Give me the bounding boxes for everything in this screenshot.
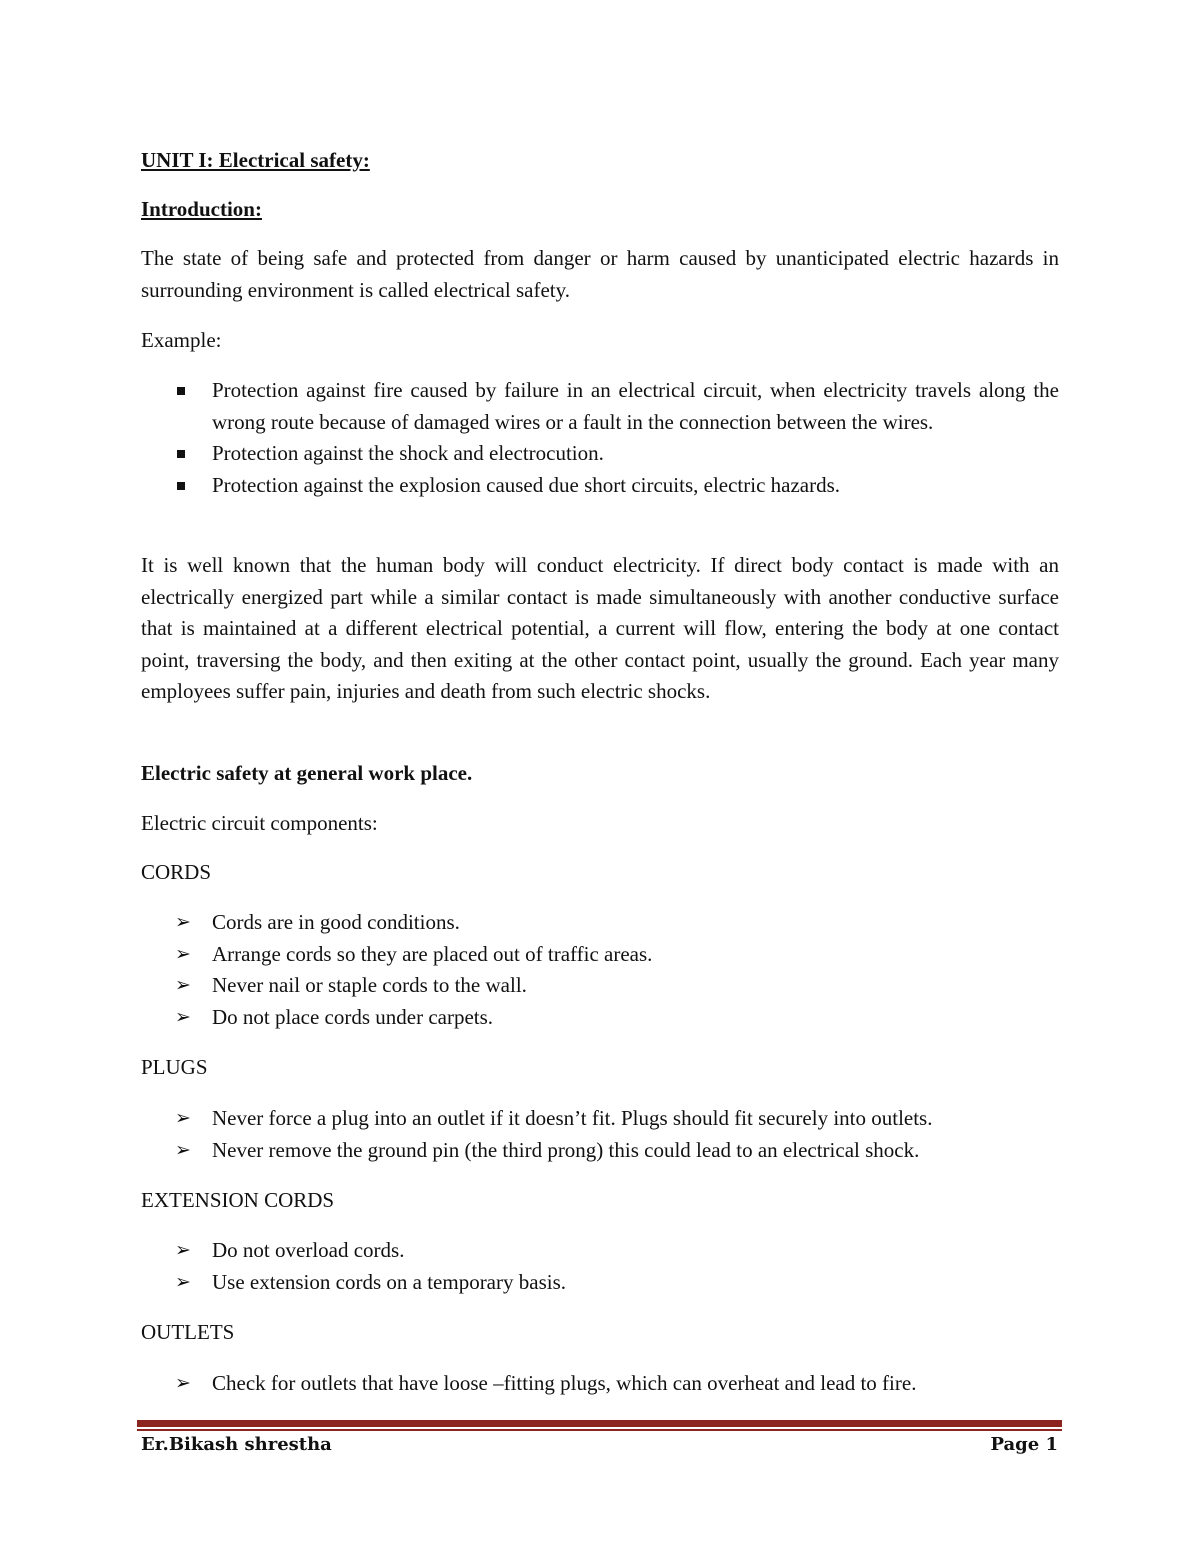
extension-cords-list	[141, 1235, 1059, 1298]
example-label: Example:	[141, 328, 222, 352]
footer-divider-thin	[137, 1429, 1062, 1431]
arrow-bullet-icon: ➢	[175, 1239, 191, 1261]
arrow-bullet-icon: ➢	[175, 1270, 191, 1293]
section-title-extension-cords: EXTENSION CORDS	[141, 1188, 335, 1212]
list-item: ➢ Use extension cords on a temporary basis.	[141, 1267, 1059, 1299]
intro-paragraph: The state of being safe and protected from danger or harm caused by unanticipated electric hazards in surrounding environment is called electrical safety.	[141, 246, 1059, 302]
cords-list	[141, 907, 1059, 1033]
section-title-outlets: OUTLETS	[141, 1320, 235, 1344]
list-item: ➢ Never force a plug into an outlet if it doesn’t fit. Plugs should fit securely into outlets.	[141, 1103, 1059, 1135]
example-bullet-list	[141, 375, 1059, 501]
arrow-bullet-icon: ➢	[175, 1005, 191, 1028]
footer-page-number: Page 1	[990, 1434, 1058, 1455]
list-item: ➢ Check for outlets that have loose –fitting plugs, which can overheat and lead to fire.	[141, 1368, 1059, 1400]
footer-divider	[137, 1420, 1062, 1427]
list-item: ➢ Never nail or staple cords to the wall.	[141, 970, 1059, 1002]
arrow-bullet-icon: ➢	[175, 942, 191, 965]
list-item: Protection against the shock and electrocution.	[141, 438, 1059, 470]
list-item: ➢ Never remove the ground pin (the third prong) this could lead to an electrical shock.	[141, 1135, 1059, 1167]
section-title-plugs: PLUGS	[141, 1055, 208, 1079]
arrow-bullet-icon: ➢	[175, 974, 191, 996]
footer-author: Er.Bikash shrestha	[141, 1434, 332, 1455]
components-label: Electric circuit components:	[141, 811, 378, 835]
list-item: ➢ Do not place cords under carpets.	[141, 1002, 1059, 1034]
intro-heading: Introduction:	[141, 197, 262, 221]
arrow-bullet-icon: ➢	[175, 1372, 191, 1394]
section-title-cords: CORDS	[141, 860, 212, 884]
arrow-bullet-icon: ➢	[175, 1107, 191, 1129]
unit-title: UNIT I: Electrical safety:	[141, 148, 370, 172]
plugs-list	[141, 1103, 1059, 1166]
list-item: Protection against fire caused by failure in an electrical circuit, when electricity travels along the wrong route because of damaged wires or a fault in the connection between the wires.	[141, 375, 1059, 438]
list-item: ➢ Arrange cords so they are placed out of traffic areas.	[141, 939, 1059, 971]
list-item: Protection against the explosion caused due short circuits, electric hazards.	[141, 470, 1059, 502]
list-item: ➢ Cords are in good conditions.	[141, 907, 1059, 939]
arrow-bullet-icon: ➢	[175, 911, 191, 933]
body-paragraph: It is well known that the human body will conduct electricity. If direct body contact is made with an electrically energized part while a similar contact is made simultaneously with another conductive surface that is maintained at a different electrical potential, a current will flow, entering the body at one contact point, traversing the body, and then exiting at the other contact point, usually the ground. Each year many employees suffer pain, injuries and death from such electric shocks.	[141, 553, 1059, 703]
list-item: ➢ Do not overload cords.	[141, 1235, 1059, 1267]
outlets-list	[141, 1368, 1059, 1400]
workplace-heading: Electric safety at general work place.	[141, 761, 473, 785]
arrow-bullet-icon: ➢	[175, 1138, 191, 1161]
